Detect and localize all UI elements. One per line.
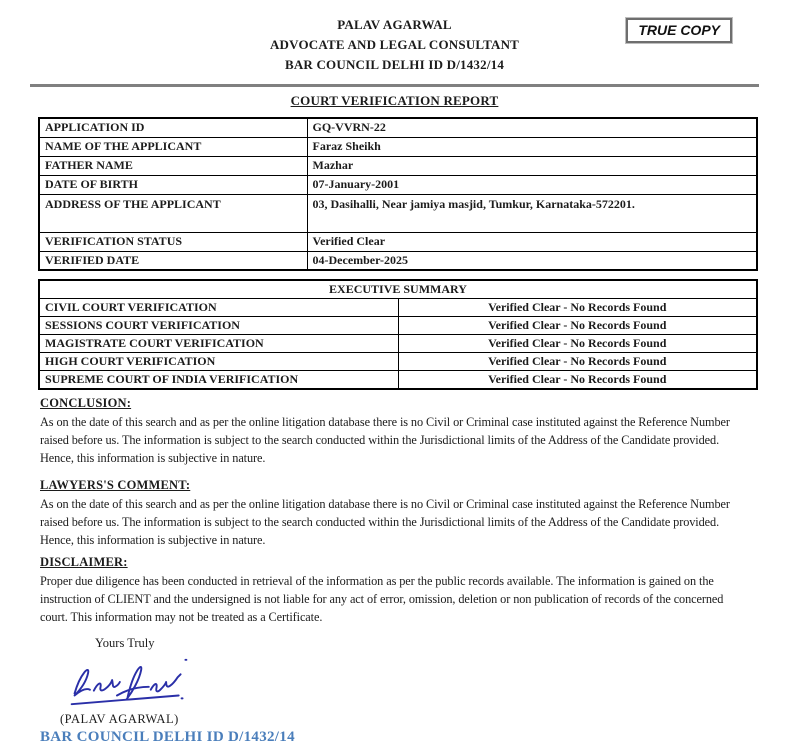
field-value: GQ-VVRN-22 <box>307 118 757 137</box>
signatory-bar-id: BAR COUNCIL DELHI ID D/1432/14 <box>40 729 295 745</box>
field-label: ADDRESS OF THE APPLICANT <box>39 194 307 232</box>
check-label: MAGISTRATE COURT VERIFICATION <box>39 335 398 353</box>
lawyers-comment-section <box>40 478 753 549</box>
page-title: COURT VERIFICATION REPORT <box>290 93 499 108</box>
header-divider <box>30 84 759 87</box>
conclusion-text: As on the date of this search and as per the online litigation database there is no Civil or Criminal case instituted against the Reference Number raised before us. The information is subject to the search conducted within the Jurisdictional limits of the Address of the Candidate provided. Hence, this information is subjective in nature. <box>40 415 730 465</box>
table-row <box>39 335 757 353</box>
lawyers-comment-text: As on the date of this search and as per the online litigation database there is no Civil or Criminal case instituted against the Reference Number raised before us. The information is subject to the search conducted within the Jurisdictional limits of the Address of the Candidate provided. Hence, this information is subjective in nature. <box>40 497 730 547</box>
check-result: Verified Clear - No Records Found <box>398 299 757 317</box>
table-row <box>39 317 757 335</box>
conclusion-section <box>40 396 753 467</box>
table-row <box>39 194 757 232</box>
field-value: 03, Dasihalli, Near jamiya masjid, Tumkur, Karnataka-572201. <box>307 194 757 232</box>
field-value: Mazhar <box>307 156 757 175</box>
table-row <box>39 232 757 251</box>
field-label: DATE OF BIRTH <box>39 175 307 194</box>
field-label: APPLICATION ID <box>39 118 307 137</box>
signature-image <box>62 654 789 710</box>
check-result: Verified Clear - No Records Found <box>398 353 757 371</box>
salutation: Yours Truly <box>95 636 155 650</box>
check-label: HIGH COURT VERIFICATION <box>39 353 398 371</box>
check-result: Verified Clear - No Records Found <box>398 371 757 390</box>
check-label: SUPREME COURT OF INDIA VERIFICATION <box>39 371 398 390</box>
advocate-bar-id: BAR COUNCIL DELHI ID D/1432/14 <box>284 57 505 72</box>
table-row <box>39 156 757 175</box>
table-row <box>39 251 757 270</box>
field-label: VERIFIED DATE <box>39 251 307 270</box>
executive-summary-table <box>38 279 758 390</box>
handwritten-signature-icon <box>62 654 197 710</box>
disclaimer-section <box>40 555 753 626</box>
disclaimer-text: Proper due diligence has been conducted in retrieval of the information as per the public records available. The information is gained on the instruction of CLIENT and the undersigned is not liable for any act of error, omission, deletion or non publication of records of the concerned court. This information may not be treated as a Certificate. <box>40 574 724 624</box>
advocate-title: ADVOCATE AND LEGAL CONSULTANT <box>269 37 520 52</box>
field-label: NAME OF THE APPLICANT <box>39 137 307 156</box>
field-value: 07-January-2001 <box>307 175 757 194</box>
table-header-row <box>39 280 757 299</box>
check-label: CIVIL COURT VERIFICATION <box>39 299 398 317</box>
field-label: FATHER NAME <box>39 156 307 175</box>
table-row <box>39 137 757 156</box>
check-result: Verified Clear - No Records Found <box>398 317 757 335</box>
executive-summary-heading: EXECUTIVE SUMMARY <box>39 280 757 299</box>
table-row <box>39 118 757 137</box>
signatory-name: (PALAV AGARWAL) <box>60 712 179 726</box>
advocate-name: PALAV AGARWAL <box>337 17 452 32</box>
field-value: Faraz Sheikh <box>307 137 757 156</box>
table-row <box>39 353 757 371</box>
lawyers-comment-heading: LAWYERS'S COMMENT: <box>40 478 191 492</box>
table-row <box>39 175 757 194</box>
disclaimer-heading: DISCLAIMER: <box>40 555 128 569</box>
conclusion-heading: CONCLUSION: <box>40 396 132 410</box>
table-row <box>39 371 757 390</box>
check-label: SESSIONS COURT VERIFICATION <box>39 317 398 335</box>
field-value: 04-December-2025 <box>307 251 757 270</box>
true-copy-stamp: TRUE COPY <box>626 18 732 43</box>
field-label: VERIFICATION STATUS <box>39 232 307 251</box>
applicant-details-table <box>38 117 758 271</box>
check-result: Verified Clear - No Records Found <box>398 335 757 353</box>
table-row <box>39 299 757 317</box>
field-value: Verified Clear <box>307 232 757 251</box>
